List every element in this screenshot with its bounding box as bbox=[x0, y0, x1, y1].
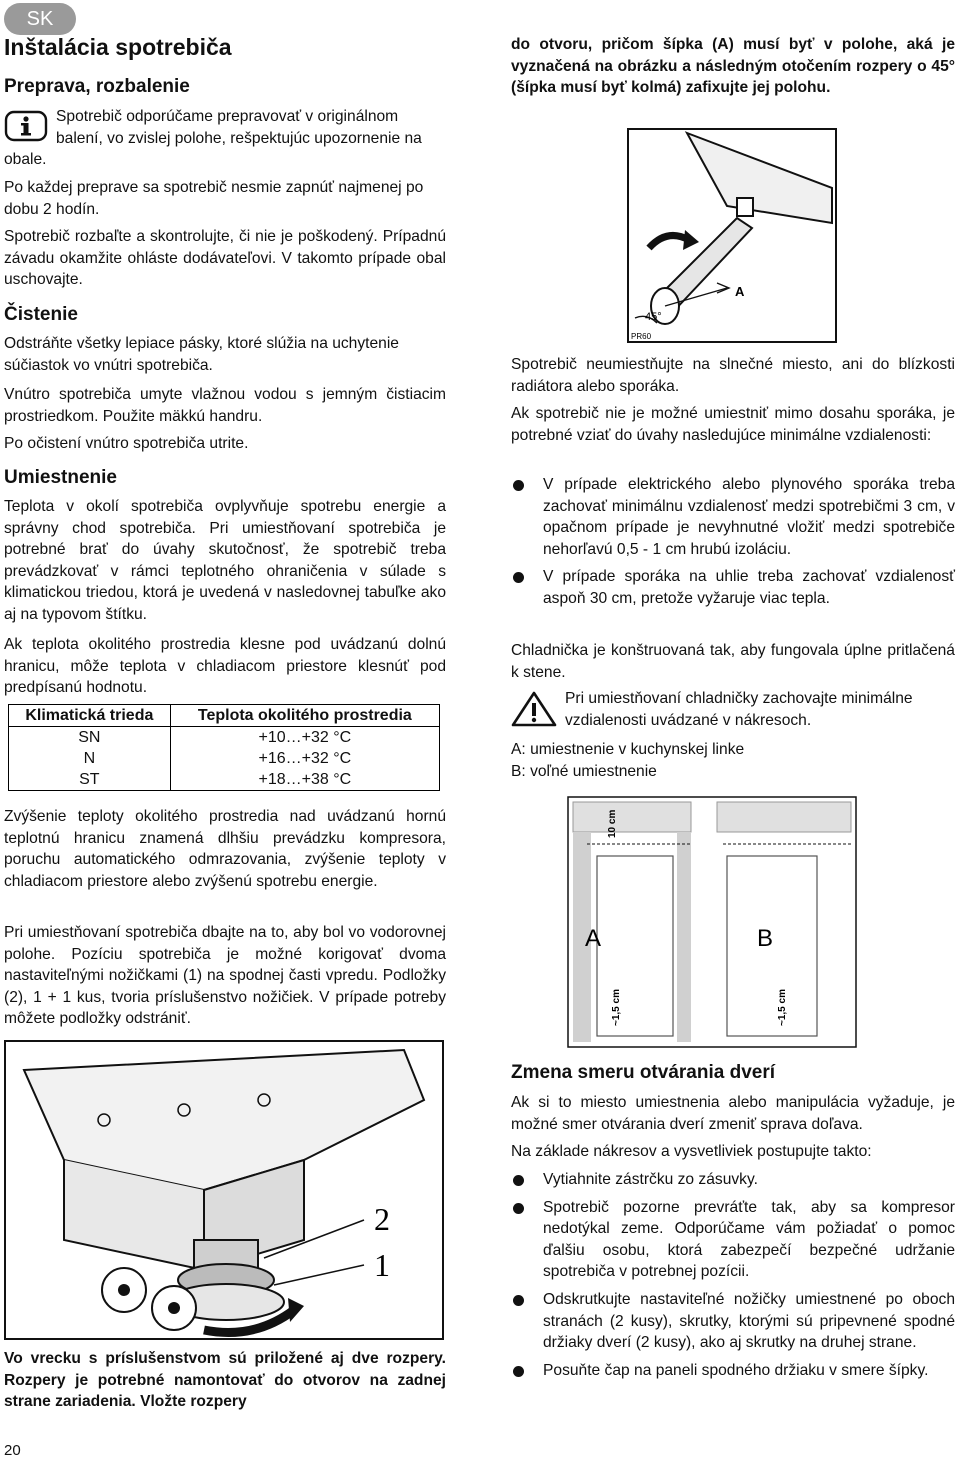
foot-callout-label: 1 bbox=[374, 1247, 390, 1283]
info-icon bbox=[4, 110, 48, 142]
transport-paragraph-1: Po každej preprave sa spotrebič nesmie zapnúť najmenej po dobu 2 hodín. bbox=[4, 179, 424, 218]
spacer-paragraph: Vo vrecku s príslušenstvom sú priložené aj dve rozpery. Rozpery je potrebné namontovať do otvorov na zadnej strane zariadenia. Vložte rozpery bbox=[4, 1350, 446, 1411]
table-row bbox=[9, 727, 440, 749]
table-cell: +10…+32 °C bbox=[170, 727, 439, 749]
placement-paragraph-3: Zvýšenie teploty okolitého prostredia nad uvádzanú hornú teplotnú hranicu znamená dlhšiu prevádzku kompresora, poruchu automatického odmrazovania, zvýšenie teploty v chladiacom priestore alebo zvýšenú spotrebu energie. bbox=[4, 808, 446, 890]
warning-icon bbox=[511, 690, 557, 728]
spacer-continuation: do otvoru, pričom šípka (A) musí byť v polohe, aká je vyznačená na obrázku a následným otočením rozpery o 45° (šípka musí byť kolmá) zafixujte jej polohu. bbox=[511, 36, 955, 97]
cleaning-paragraph-1: Odstráňte všetky lepiace pásky, ktoré slúžia na uchytenie súčiastok vo vnútri spotrebiča. bbox=[4, 335, 399, 374]
angle-label: 45° bbox=[645, 311, 662, 323]
legend-a-text: : umiestnenie v kuchynskej linke bbox=[521, 741, 745, 758]
list-item: V prípade elektrického alebo plynového sporáka treba zachovať minimálnu vzdialenosť medzi spotrebičmi 3 cm, v opačnom prípade je nevyhnutné vložiť medzi spotrebiče nehorľavú 0,5 - 1 cm hrubú izoláciu. bbox=[511, 474, 955, 560]
location-paragraph-1: Spotrebič neumiestňujte na slnečné miesto, ani do blízkosti radiátora alebo sporáka. bbox=[511, 356, 955, 395]
legend-a bbox=[511, 739, 955, 761]
list-item: Spotrebič pozorne prevráťte tak, aby sa kompresor nedotýkal zeme. Odporúčame vám požiadať o pomoc ďalšiu osobu, ktorá zabezpečí bezpečné udržanie spotrebiča v potrebnej pozícii. bbox=[511, 1197, 955, 1283]
location-paragraph-2: Ak spotrebič nie je možné umiestniť mimo dosahu sporáka, je potrebné vziať do úvahy nasledujúce minimálne vzdialenosti: bbox=[511, 405, 955, 444]
list-item: Odskrutkujte nastaviteľné nožičky umiestnené po oboch stranách (2 kusy), skrutky, ktorými sú pripevnené spodné držiaky dverí (2 kusy), ako aj skrutky na druhej strane. bbox=[511, 1289, 955, 1354]
list-item: V prípade sporáka na uhlie treba zachovať vzdialenosť aspoň 30 cm, pretože vyžaruje viac tepla. bbox=[511, 566, 955, 609]
placement-b-label: B bbox=[757, 925, 774, 952]
transport-paragraph-2: Spotrebič rozbaľte a skontrolujte, či nie je poškodený. Prípadnú závadu okamžite ohláste dodávateľovi. V takomto prípade obal uschovajte. bbox=[4, 228, 446, 289]
door-paragraph-2: Na základe nákresov a vysvetliviek postupujte takto: bbox=[511, 1143, 872, 1160]
door-paragraph-1: Ak si to miesto umiestnenia alebo manipulácia vyžaduje, je možné smer otvárania dverí zmeniť sprava doľava. bbox=[511, 1094, 955, 1133]
list-item: Posuňte čap na paneli spodného držiaku v smere šípky. bbox=[511, 1360, 955, 1382]
top-gap-label: 10 cm bbox=[607, 809, 618, 838]
placement-paragraph-1: Teplota v okolí spotrebiča ovplyvňuje spotrebu energie a správny chod spotrebiča. Pri umiestňovaní spotrebiča je potrebné brať do úvahy skutočnosť, že spotrebič treba prevádzkovať v rámci teplotného ohraničenia v súlade s klimatickou triedou, ktorá je uvedená v nasledovnej tabuľke ako aj na typovom štítku. bbox=[4, 498, 446, 623]
table-header-row bbox=[9, 705, 440, 727]
transport-info-text: Spotrebič odporúčame prepravovať v originálnom balení, vo zvislej polohe, rešpektujúc upozornenie na obale. bbox=[4, 108, 422, 169]
legend-b-key: B bbox=[511, 763, 522, 780]
figure-code: PR60 bbox=[631, 332, 652, 341]
table-row bbox=[9, 769, 440, 791]
table-header-cell: Teplota okolitého prostredia bbox=[170, 705, 439, 727]
table-cell: +16…+32 °C bbox=[170, 748, 439, 769]
page-title: Inštalácia spotrebiča bbox=[4, 34, 232, 60]
spacer-installation-figure bbox=[627, 128, 837, 343]
cleaning-heading: Čistenie bbox=[4, 304, 78, 325]
table-cell: ST bbox=[9, 769, 171, 791]
legend-b-text: : voľné umiestnenie bbox=[521, 763, 657, 780]
table-cell: +18…+38 °C bbox=[170, 769, 439, 791]
legend-a-key: A bbox=[511, 741, 522, 758]
arrow-a-label: A bbox=[735, 284, 745, 299]
warning-block bbox=[511, 688, 955, 731]
placement-distance-figure bbox=[567, 796, 857, 1048]
distance-list bbox=[511, 474, 955, 610]
table-header-cell: Klimatická trieda bbox=[9, 705, 171, 727]
table-cell: SN bbox=[9, 727, 171, 749]
table-cell: N bbox=[9, 748, 171, 769]
adjustable-foot-illustration bbox=[4, 1040, 444, 1340]
transport-info-block bbox=[4, 106, 446, 171]
transport-heading: Preprava, rozbalenie bbox=[4, 76, 190, 97]
location-paragraph-3: Chladnička je konštruovaná tak, aby fungovala úplne pritlačená k stene. bbox=[511, 642, 955, 681]
washer-callout-label: 2 bbox=[374, 1201, 390, 1237]
legend-b bbox=[511, 761, 955, 783]
table-row bbox=[9, 748, 440, 769]
warning-text: Pri umiestňovaní chladničky zachovajte minimálne vzdialenosti uvádzané v nákresoch. bbox=[565, 690, 913, 729]
language-badge: SK bbox=[4, 3, 76, 35]
page-number: 20 bbox=[4, 1442, 21, 1459]
side-gap-b-label: ~1,5 cm bbox=[777, 989, 788, 1026]
side-gap-a-label: ~1,5 cm bbox=[611, 989, 622, 1026]
cleaning-paragraph-3: Po očistení vnútro spotrebiča utrite. bbox=[4, 435, 249, 452]
door-steps-list bbox=[511, 1169, 955, 1381]
cleaning-paragraph-2: Vnútro spotrebiča umyte vlažnou vodou s jemným čistiacim prostriedkom. Použite mäkkú handru. bbox=[4, 386, 446, 425]
placement-paragraph-2: Ak teplota okolitého prostredia klesne pod uvádzanú dolnú hranicu, môže teplota v chladiacom priestore klesnúť pod predpísanú hodnotu. bbox=[4, 636, 446, 697]
list-item: Vytiahnite zástrčku zo zásuvky. bbox=[511, 1169, 955, 1191]
door-heading: Zmena smeru otvárania dverí bbox=[511, 1062, 775, 1083]
climate-class-table bbox=[8, 704, 440, 791]
placement-heading: Umiestnenie bbox=[4, 467, 117, 488]
placement-a-label: A bbox=[585, 925, 602, 952]
placement-paragraph-4: Pri umiestňovaní spotrebiča dbajte na to, aby bol vo vodorovnej polohe. Pozíciu spotrebiča je možné korigovať dvoma nastaviteľnými nožičkami (1) na spodnej časti vpredu. Podložky (2), 1 + 1 kus, tvoria príslušenstvo nožičiek. V prípade potreby môžete podložky odstrániť. bbox=[4, 924, 446, 1028]
